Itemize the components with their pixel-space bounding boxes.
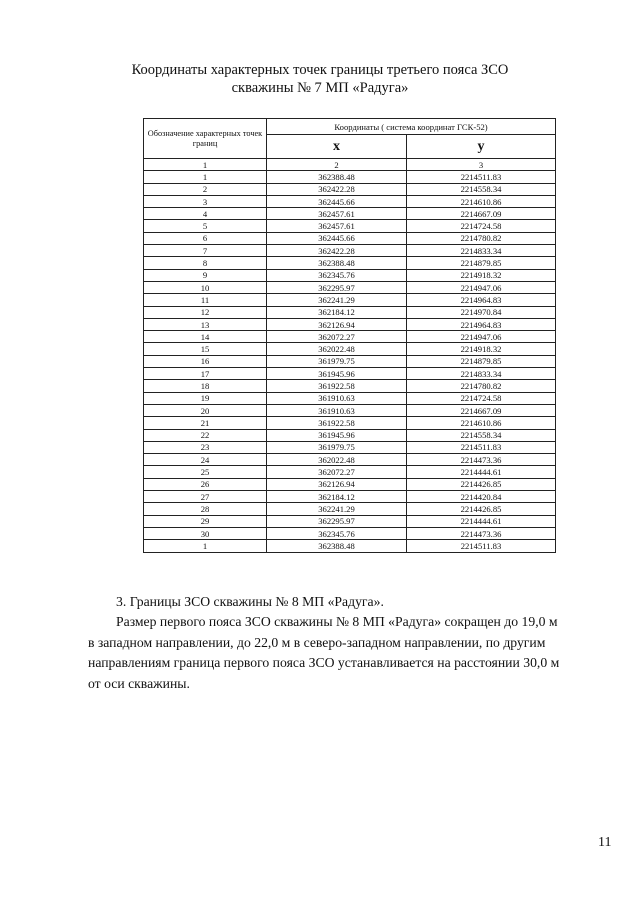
table-row bbox=[144, 281, 556, 293]
point-number-cell: 25 bbox=[144, 466, 267, 478]
point-number-cell: 23 bbox=[144, 441, 267, 453]
point-number-cell: 18 bbox=[144, 380, 267, 392]
x-coordinate-cell: 362445.66 bbox=[267, 232, 407, 244]
point-number-cell: 7 bbox=[144, 245, 267, 257]
table-row bbox=[144, 294, 556, 306]
y-coordinate-cell: 2214879.85 bbox=[407, 257, 556, 269]
y-coordinate-cell: 2214610.86 bbox=[407, 195, 556, 207]
point-number-cell: 6 bbox=[144, 232, 267, 244]
x-coordinate-cell: 362072.27 bbox=[267, 331, 407, 343]
y-column-header: y bbox=[407, 135, 556, 159]
x-coordinate-cell: 362388.48 bbox=[267, 540, 407, 552]
table-row bbox=[144, 429, 556, 441]
x-coordinate-cell: 362022.48 bbox=[267, 343, 407, 355]
section-heading: 3. Границы ЗСО скважины № 8 МП «Радуга». bbox=[116, 594, 384, 609]
table-row bbox=[144, 355, 556, 367]
x-coordinate-cell: 361979.75 bbox=[267, 355, 407, 367]
table-row bbox=[144, 171, 556, 183]
x-coordinate-cell: 362445.66 bbox=[267, 195, 407, 207]
y-coordinate-cell: 2214511.83 bbox=[407, 540, 556, 552]
paragraph-line: Размер первого пояса ЗСО скважины № 8 МП «Радуга» сокращен до 19,0 м bbox=[116, 614, 558, 629]
point-number-cell: 30 bbox=[144, 527, 267, 539]
y-coordinate-cell: 2214473.36 bbox=[407, 527, 556, 539]
column-number: 2 bbox=[267, 159, 407, 171]
x-coordinate-cell: 362126.94 bbox=[267, 318, 407, 330]
x-coordinate-cell: 362457.61 bbox=[267, 208, 407, 220]
point-number-cell: 9 bbox=[144, 269, 267, 281]
y-coordinate-cell: 2214970.84 bbox=[407, 306, 556, 318]
paragraph-line: в западном направлении, до 22,0 м в северо-западном направлении, по другим bbox=[88, 634, 546, 650]
x-column-header: x bbox=[267, 135, 407, 159]
point-designation-header: Обозначение характерных точек границ bbox=[144, 119, 267, 159]
x-coordinate-cell: 362388.48 bbox=[267, 257, 407, 269]
y-coordinate-cell: 2214833.34 bbox=[407, 368, 556, 380]
x-coordinate-cell: 362457.61 bbox=[267, 220, 407, 232]
point-number-cell: 16 bbox=[144, 355, 267, 367]
coordinate-system-header: Координаты ( система координат ГСК-52) bbox=[267, 119, 556, 135]
y-coordinate-cell: 2214879.85 bbox=[407, 355, 556, 367]
page-number: 11 bbox=[598, 835, 612, 850]
point-number-cell: 20 bbox=[144, 404, 267, 416]
paragraph-line: направлениям граница первого пояса ЗСО устанавливается на расстоянии 30,0 м bbox=[88, 655, 560, 670]
y-coordinate-cell: 2214558.34 bbox=[407, 429, 556, 441]
y-coordinate-cell: 2214667.09 bbox=[407, 404, 556, 416]
x-coordinate-cell: 362295.97 bbox=[267, 281, 407, 293]
y-coordinate-cell: 2214918.32 bbox=[407, 269, 556, 281]
y-coordinate-cell: 2214511.83 bbox=[407, 441, 556, 453]
table-row bbox=[144, 441, 556, 453]
table-row bbox=[144, 417, 556, 429]
table-row bbox=[144, 478, 556, 490]
y-coordinate-cell: 2214947.06 bbox=[407, 281, 556, 293]
x-coordinate-cell: 362422.28 bbox=[267, 183, 407, 195]
y-coordinate-cell: 2214444.61 bbox=[407, 515, 556, 527]
y-coordinate-cell: 2214610.86 bbox=[407, 417, 556, 429]
point-number-cell: 13 bbox=[144, 318, 267, 330]
column-number: 3 bbox=[407, 159, 556, 171]
point-number-cell: 4 bbox=[144, 208, 267, 220]
x-coordinate-cell: 362422.28 bbox=[267, 245, 407, 257]
table-row bbox=[144, 540, 556, 552]
x-coordinate-cell: 362022.48 bbox=[267, 454, 407, 466]
document-title-line2: скважины № 7 МП «Радуга» bbox=[231, 80, 409, 96]
y-coordinate-cell: 2214426.85 bbox=[407, 478, 556, 490]
x-coordinate-cell: 361910.63 bbox=[267, 392, 407, 404]
x-coordinate-cell: 361922.58 bbox=[267, 380, 407, 392]
point-number-cell: 27 bbox=[144, 491, 267, 503]
y-coordinate-cell: 2214918.32 bbox=[407, 343, 556, 355]
point-number-cell: 24 bbox=[144, 454, 267, 466]
table-row bbox=[144, 245, 556, 257]
point-number-cell: 3 bbox=[144, 195, 267, 207]
table-row bbox=[144, 368, 556, 380]
point-number-cell: 21 bbox=[144, 417, 267, 429]
x-coordinate-cell: 362072.27 bbox=[267, 466, 407, 478]
table-row bbox=[144, 232, 556, 244]
y-coordinate-cell: 2214964.83 bbox=[407, 294, 556, 306]
table-row bbox=[144, 527, 556, 539]
y-coordinate-cell: 2214964.83 bbox=[407, 318, 556, 330]
table-row bbox=[144, 331, 556, 343]
table-row bbox=[144, 515, 556, 527]
y-coordinate-cell: 2214947.06 bbox=[407, 331, 556, 343]
table-row bbox=[144, 454, 556, 466]
table-row bbox=[144, 208, 556, 220]
x-coordinate-cell: 361945.96 bbox=[267, 429, 407, 441]
y-coordinate-cell: 2214426.85 bbox=[407, 503, 556, 515]
y-coordinate-cell: 2214511.83 bbox=[407, 171, 556, 183]
point-number-cell: 8 bbox=[144, 257, 267, 269]
x-coordinate-cell: 362241.29 bbox=[267, 503, 407, 515]
coordinates-table bbox=[143, 118, 556, 553]
y-coordinate-cell: 2214780.82 bbox=[407, 380, 556, 392]
point-number-cell: 22 bbox=[144, 429, 267, 441]
x-coordinate-cell: 361979.75 bbox=[267, 441, 407, 453]
table-row bbox=[144, 269, 556, 281]
y-coordinate-cell: 2214420.84 bbox=[407, 491, 556, 503]
table-row bbox=[144, 491, 556, 503]
y-coordinate-cell: 2214558.34 bbox=[407, 183, 556, 195]
x-coordinate-cell: 362241.29 bbox=[267, 294, 407, 306]
point-number-cell: 29 bbox=[144, 515, 267, 527]
x-coordinate-cell: 362184.12 bbox=[267, 306, 407, 318]
x-coordinate-cell: 361922.58 bbox=[267, 417, 407, 429]
point-number-cell: 10 bbox=[144, 281, 267, 293]
point-number-cell: 19 bbox=[144, 392, 267, 404]
point-number-cell: 26 bbox=[144, 478, 267, 490]
y-coordinate-cell: 2214780.82 bbox=[407, 232, 556, 244]
y-coordinate-cell: 2214473.36 bbox=[407, 454, 556, 466]
x-coordinate-cell: 362345.76 bbox=[267, 269, 407, 281]
table-row bbox=[144, 392, 556, 404]
table-row bbox=[144, 343, 556, 355]
paragraph-line: от оси скважины. bbox=[88, 675, 190, 691]
x-coordinate-cell: 362295.97 bbox=[267, 515, 407, 527]
table-row bbox=[144, 318, 556, 330]
point-number-cell: 28 bbox=[144, 503, 267, 515]
table-row bbox=[144, 306, 556, 318]
point-number-cell: 12 bbox=[144, 306, 267, 318]
table-row bbox=[144, 380, 556, 392]
x-coordinate-cell: 362126.94 bbox=[267, 478, 407, 490]
x-coordinate-cell: 361945.96 bbox=[267, 368, 407, 380]
point-number-cell: 14 bbox=[144, 331, 267, 343]
point-number-cell: 11 bbox=[144, 294, 267, 306]
y-coordinate-cell: 2214724.58 bbox=[407, 392, 556, 404]
point-number-cell: 5 bbox=[144, 220, 267, 232]
y-coordinate-cell: 2214724.58 bbox=[407, 220, 556, 232]
y-coordinate-cell: 2214833.34 bbox=[407, 245, 556, 257]
point-number-cell: 17 bbox=[144, 368, 267, 380]
point-number-cell: 1 bbox=[144, 171, 267, 183]
table-row bbox=[144, 466, 556, 478]
column-number: 1 bbox=[144, 159, 267, 171]
section-paragraph bbox=[88, 612, 638, 694]
point-number-cell: 15 bbox=[144, 343, 267, 355]
y-coordinate-cell: 2214444.61 bbox=[407, 466, 556, 478]
x-coordinate-cell: 361910.63 bbox=[267, 404, 407, 416]
coordinates-table-body bbox=[144, 171, 556, 552]
point-number-cell: 1 bbox=[144, 540, 267, 552]
table-row bbox=[144, 404, 556, 416]
table-row bbox=[144, 503, 556, 515]
point-number-cell: 2 bbox=[144, 183, 267, 195]
y-coordinate-cell: 2214667.09 bbox=[407, 208, 556, 220]
x-coordinate-cell: 362184.12 bbox=[267, 491, 407, 503]
table-row bbox=[144, 220, 556, 232]
document-title-line1: Координаты характерных точек границы третьего пояса ЗСО bbox=[131, 62, 509, 78]
x-coordinate-cell: 362345.76 bbox=[267, 527, 407, 539]
table-row bbox=[144, 195, 556, 207]
table-row bbox=[144, 183, 556, 195]
x-coordinate-cell: 362388.48 bbox=[267, 171, 407, 183]
table-row bbox=[144, 257, 556, 269]
